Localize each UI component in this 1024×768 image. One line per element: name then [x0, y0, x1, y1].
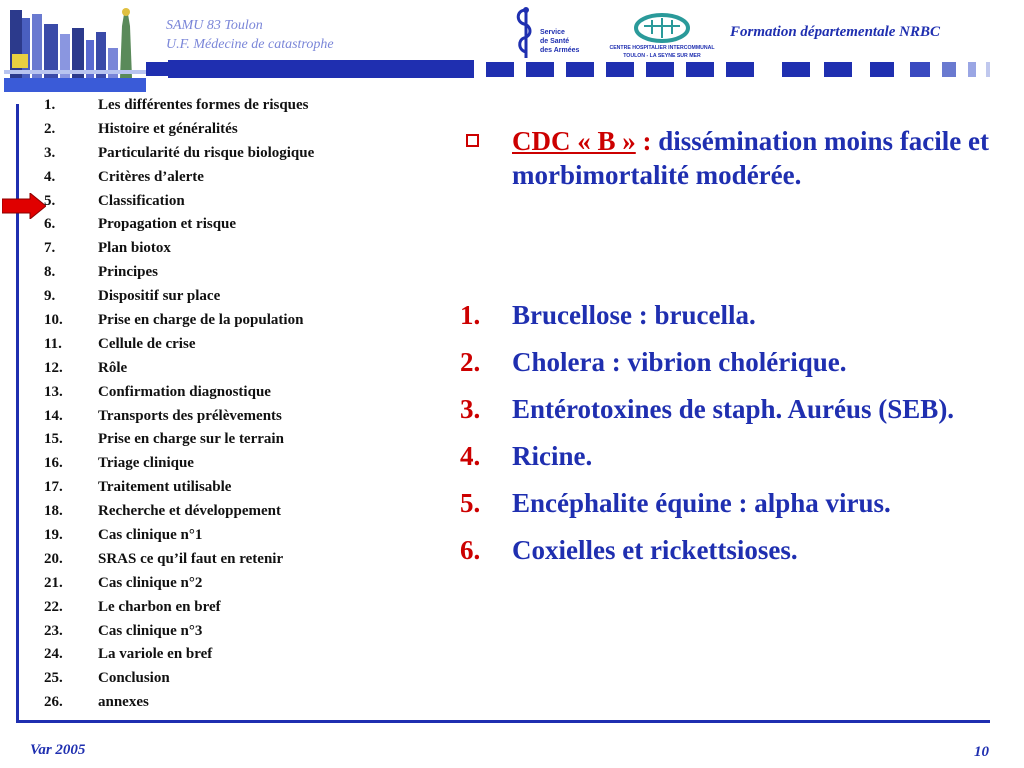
toc-item-label: Cas clinique n°1: [98, 527, 203, 544]
toc-item-number: 15.: [44, 431, 63, 448]
course-title: Formation départementale NRBC: [730, 24, 941, 40]
toc-item-label: Le charbon en bref: [98, 598, 221, 615]
cdc-b-description: [512, 124, 992, 192]
band-square: [486, 62, 514, 77]
chi-logo-text: CENTRE HOSPITALIER INTERCOMMUNAL: [609, 45, 715, 51]
service-de-sante-logo: [512, 6, 590, 62]
toc-item-number: 21.: [44, 574, 63, 591]
agent-item-text: Ricine.: [512, 441, 593, 471]
square-bullet-icon: [466, 134, 479, 147]
toc-item-label: Cas clinique n°3: [98, 622, 203, 639]
agent-item-text: Cholera : vibrion cholérique.: [512, 347, 847, 377]
agent-item-number: 3.: [460, 394, 481, 424]
band-square: [942, 62, 956, 77]
toc-item-label: Prise en charge de la population: [98, 312, 304, 329]
city-skyline-logo: [4, 4, 146, 92]
agent-item-text: Encéphalite équine : alpha virus.: [512, 488, 891, 518]
agent-list: [460, 298, 990, 580]
agent-item-text: Brucellose : brucella.: [512, 300, 756, 330]
toc-item-label: Cellule de crise: [98, 335, 196, 352]
current-section-arrow-icon: [2, 193, 46, 219]
agent-item-number: 5.: [460, 488, 481, 518]
toc-item-number: 3.: [44, 144, 56, 161]
toc-item-number: 22.: [44, 598, 63, 615]
band-square: [910, 62, 930, 77]
header-band-end: [146, 62, 168, 76]
band-square: [686, 62, 714, 77]
toc-item-number: 16.: [44, 455, 63, 472]
band-square: [986, 62, 990, 77]
ssa-logo-text: Service: [540, 29, 565, 36]
toc-item-number: 5.: [44, 192, 56, 209]
header-band: [168, 60, 474, 78]
agent-item-number: 6.: [460, 535, 481, 565]
toc-item-label: Critères d’alerte: [98, 168, 204, 185]
cdc-colon: :: [635, 126, 652, 156]
toc-item-number: 19.: [44, 527, 63, 544]
toc-item-number: 18.: [44, 503, 63, 520]
toc-item-number: 25.: [44, 670, 63, 687]
agent-item: [460, 298, 990, 332]
agent-item: [460, 439, 990, 473]
toc-item-label: Conclusion: [98, 670, 170, 687]
band-square: [824, 62, 852, 77]
toc-item-number: 17.: [44, 479, 63, 496]
toc-item-label: Triage clinique: [98, 455, 194, 472]
toc-item-number: 12.: [44, 359, 63, 376]
toc-item-number: 23.: [44, 622, 63, 639]
agent-item-number: 2.: [460, 347, 481, 377]
cdc-category-label: CDC « B »: [512, 126, 636, 156]
band-square: [606, 62, 634, 77]
band-square: [726, 62, 754, 77]
toc-item-number: 9.: [44, 288, 56, 305]
band-square: [870, 62, 894, 77]
toc-item-label: La variole en bref: [98, 646, 213, 663]
toc-item-number: 14.: [44, 407, 63, 424]
toc-item-number: 24.: [44, 646, 63, 663]
band-square: [526, 62, 554, 77]
toc-item-number: 7.: [44, 240, 56, 257]
organization-name: SAMU 83 Toulon: [166, 18, 263, 33]
toc-item-label: SRAS ce qu’il faut en retenir: [98, 550, 284, 567]
agent-item: [460, 533, 990, 567]
agent-item: [460, 392, 990, 426]
toc-item-label: Dispositif sur place: [98, 288, 221, 305]
toc-item-number: 20.: [44, 550, 63, 567]
toc-item-label: annexes: [98, 694, 149, 711]
ssa-logo-text: des Armées: [540, 47, 580, 54]
agent-item-text: Entérotoxines de staph. Auréus (SEB).: [512, 394, 955, 424]
toc-item-label: Recherche et développement: [98, 503, 282, 520]
toc-item-number: 11.: [44, 335, 62, 352]
band-square: [968, 62, 976, 77]
toc-item-number: 13.: [44, 383, 63, 400]
toc-item-label: Principes: [98, 264, 158, 281]
toc-item-number: 26.: [44, 694, 63, 711]
toc-item-number: 6.: [44, 216, 56, 233]
agent-item: [460, 486, 990, 520]
toc-item-label: Traitement utilisable: [98, 479, 232, 496]
toc-item-label: Plan biotox: [98, 240, 171, 257]
toc-item-label: Histoire et généralités: [98, 120, 238, 137]
toc-item-label: Confirmation diagnostique: [98, 383, 271, 400]
toc-item-label: Particularité du risque biologique: [98, 144, 315, 161]
ssa-logo-text: de Santé: [540, 38, 570, 45]
toc-item-number: 8.: [44, 264, 56, 281]
frame-bottom-line: [16, 720, 990, 723]
centre-hospitalier-logo: [604, 12, 720, 62]
toc-item-label: Rôle: [98, 359, 128, 376]
toc-item-label: Propagation et risque: [98, 216, 237, 233]
cdc-description-text: dissémination moins facile et morbimortalité modérée.: [512, 126, 990, 190]
agent-item-number: 1.: [460, 300, 481, 330]
toc-item-label: Cas clinique n°2: [98, 574, 203, 591]
agent-item: [460, 345, 990, 379]
toc-item-label: Les différentes formes de risques: [98, 97, 309, 113]
toc-item-number: 2.: [44, 120, 56, 137]
toc-item-label: Prise en charge sur le terrain: [98, 431, 284, 448]
footer-year: Var 2005: [30, 742, 86, 758]
chi-logo-text: TOULON - LA SEYNE SUR MER: [623, 53, 701, 59]
toc-item-number: 10.: [44, 312, 63, 329]
band-square: [646, 62, 674, 77]
agent-item-number: 4.: [460, 441, 481, 471]
page-number: 10: [974, 744, 989, 760]
agent-item-text: Coxielles et rickettsioses.: [512, 535, 798, 565]
toc-item-number: 4.: [44, 168, 56, 185]
toc-item-number: 1.: [44, 97, 56, 113]
band-square: [782, 62, 810, 77]
organization-unit: U.F. Médecine de catastrophe: [166, 37, 334, 52]
toc-item-label: Classification: [98, 192, 185, 209]
band-square: [566, 62, 594, 77]
toc-item-label: Transports des prélèvements: [98, 407, 282, 424]
organization-header: [166, 16, 334, 54]
